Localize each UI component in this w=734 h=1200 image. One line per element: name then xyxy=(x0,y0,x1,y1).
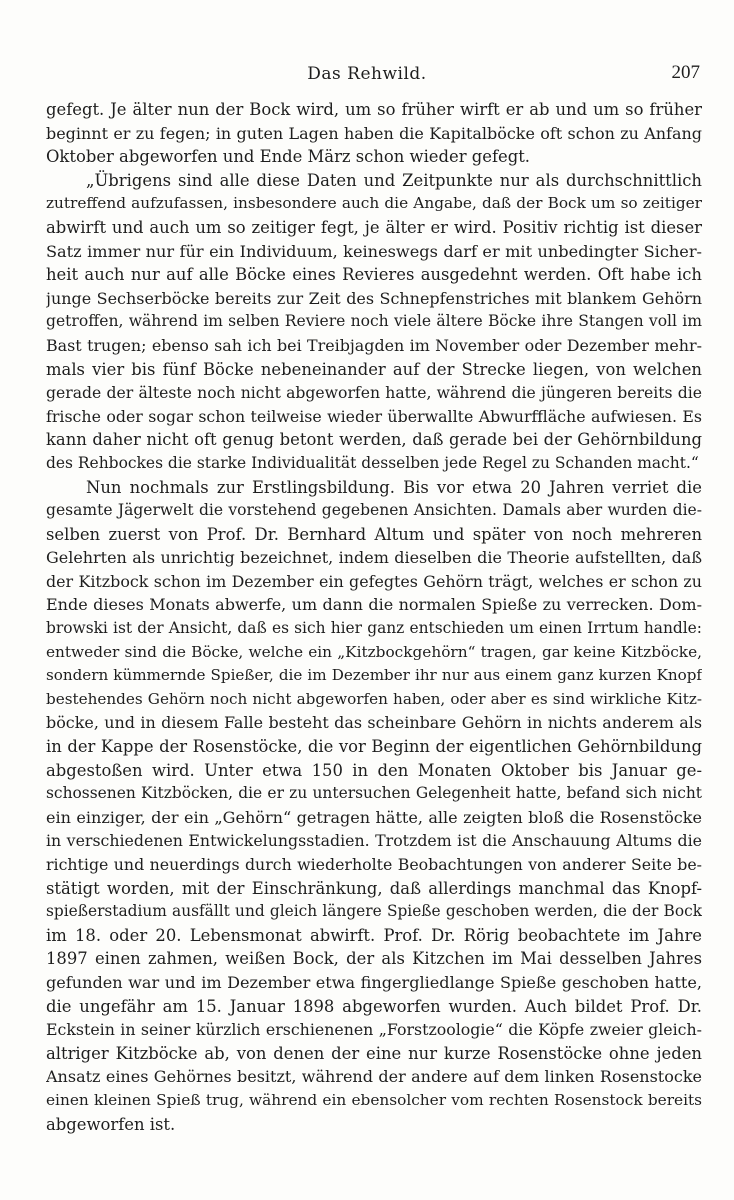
text-line: gefegt. Je älter nun der Bock wird, um so früher wirft er ab und um so früher xyxy=(46,100,702,119)
text-line: der Kitzbock schon im Dezember ein gefegtes Gehörn trägt, welches er schon zu xyxy=(46,571,702,591)
text-line: „Übrigens sind alle diese Daten und Zeitpunkte nur als durchschnittlich xyxy=(86,170,702,190)
text-line: altriger Kitzböcke ab, von denen der eine nur kurze Rosenstöcke ohne jeden xyxy=(46,1043,702,1063)
text-line: junge Sechserböcke bereits zur Zeit des Schnepfenstriches mit blankem Gehörn xyxy=(46,288,702,308)
text-line: selben zuerst von Prof. Dr. Bernhard Altum und später von noch mehreren xyxy=(46,524,702,544)
text-line: Ende dieses Monats abwerfe, um dann die normalen Spieße zu verrecken. Dom- xyxy=(46,595,702,615)
text-line: heit auch nur auf alle Böcke eines Revieres ausgedehnt werden. Oft habe ich xyxy=(46,265,702,285)
page-number: 207 xyxy=(671,62,700,83)
text-line: in verschiedenen Entwickelungsstadien. Trotzdem ist die Anschauung Altums die xyxy=(46,831,702,851)
text-line: ein einziger, der ein „Gehörn“ getragen hätte, alle zeigten bloß die Rosenstöcke xyxy=(46,807,702,827)
text-line: abgestoßen wird. Unter etwa 150 in den Monaten Oktober bis Januar ge- xyxy=(46,760,702,780)
body-text xyxy=(46,98,702,1136)
text-line: des Rehbockes die starke Individualität desselben jede Regel zu Schanden macht.“ xyxy=(46,453,699,472)
text-line: getroffen, während im selben Reviere noch viele ältere Böcke ihre Stangen voll im xyxy=(46,312,702,331)
text-line: frische oder sogar schon teilweise wieder überwallte Abwurffläche aufwiesen. Es xyxy=(46,406,702,426)
text-line: zutreffend aufzufassen, insbesondere auch die Angabe, daß der Bock um so zeitiger xyxy=(46,194,702,213)
text-line: abgeworfen ist. xyxy=(46,1114,176,1134)
text-line: einen kleinen Spieß trug, während ein ebensolcher vom rechten Rosenstock bereits xyxy=(46,1090,702,1109)
text-line: Ansatz eines Gehörnes besitzt, während der andere auf dem linken Rosenstocke xyxy=(46,1067,702,1087)
text-line: spießerstadium ausfällt und gleich längere Spieße geschoben werden, die der Bock xyxy=(46,902,702,921)
text-line: schossenen Kitzböcken, die er zu untersuchen Gelegenheit hatte, befand sich nicht xyxy=(46,784,702,803)
text-line: richtige und neuerdings durch wiederholte Beobachtungen von anderer Seite be- xyxy=(46,855,702,874)
text-line: browski ist der Ansicht, daß es sich hier ganz entschieden um einen Irrtum handle: xyxy=(46,619,702,638)
text-line: Nun nochmals zur Erstlingsbildung. Bis vor etwa 20 Jahren verriet die xyxy=(86,477,702,497)
text-line: entweder sind die Böcke, welche ein „Kitzbockgehörn“ tragen, gar keine Kitzböcke, xyxy=(46,642,702,661)
text-line: in der Kappe der Rosenstöcke, die vor Beginn der eigentlichen Gehörnbildung xyxy=(46,737,702,757)
text-line: beginnt er zu fegen; in guten Lagen haben die Kapitalböcke oft schon zu Anfang xyxy=(46,123,702,143)
text-line: die ungefähr am 15. Januar 1898 abgeworfen wurden. Auch bildet Prof. Dr. xyxy=(46,996,702,1016)
text-line: Satz immer nur für ein Individuum, keineswegs darf er mit unbedingter Sicher- xyxy=(46,241,702,261)
text-line: sondern kümmernde Spießer, die im Dezember ihr nur aus einem ganz kurzen Knopf xyxy=(46,666,702,685)
text-line: mals vier bis fünf Böcke nebeneinander auf der Strecke liegen, von welchen xyxy=(46,359,702,379)
text-line: abwirft und auch um so zeitiger fegt, je älter er wird. Positiv richtig ist dieser xyxy=(46,217,702,237)
text-line: Oktober abgeworfen und Ende März schon wieder gefegt. xyxy=(46,147,530,167)
text-line: bestehendes Gehörn noch nicht abgeworfen haben, oder aber es sind wirkliche Kitz- xyxy=(46,689,702,708)
running-title: Das Rehwild. xyxy=(307,64,427,84)
running-head xyxy=(0,62,734,86)
text-line: gefunden war und im Dezember etwa fingergliedlange Spieße geschoben hatte, xyxy=(46,972,702,992)
text-line: kann daher nicht oft genug betont werden, daß gerade bei der Gehörnbildung xyxy=(46,430,702,450)
text-line: im 18. oder 20. Lebensmonat abwirft. Prof. Dr. Rörig beobachtete im Jahre xyxy=(46,925,702,945)
text-line: Bast trugen; ebenso sah ich bei Treibjagden im November oder Dezember mehr- xyxy=(46,335,702,355)
text-line: stätigt worden, mit der Einschränkung, daß allerdings manchmal das Knopf- xyxy=(46,878,702,898)
text-line: Gelehrten als unrichtig bezeichnet, indem dieselben die Theorie aufstellten, daß xyxy=(46,548,702,568)
text-line: böcke, und in diesem Falle besteht das scheinbare Gehörn in nichts anderem als xyxy=(46,713,702,733)
text-line: gerade der älteste noch nicht abgeworfen hatte, während die jüngeren bereits die xyxy=(46,383,702,403)
text-line: 1897 einen zahmen, weißen Bock, der als Kitzchen im Mai desselben Jahres xyxy=(46,949,702,969)
text-line: gesamte Jägerwelt die vorstehend gegebenen Ansichten. Damals aber wurden die- xyxy=(46,501,702,520)
text-line: Eckstein in seiner kürzlich erschienenen „Forstzoologie“ die Köpfe zweier gleich- xyxy=(46,1020,702,1040)
